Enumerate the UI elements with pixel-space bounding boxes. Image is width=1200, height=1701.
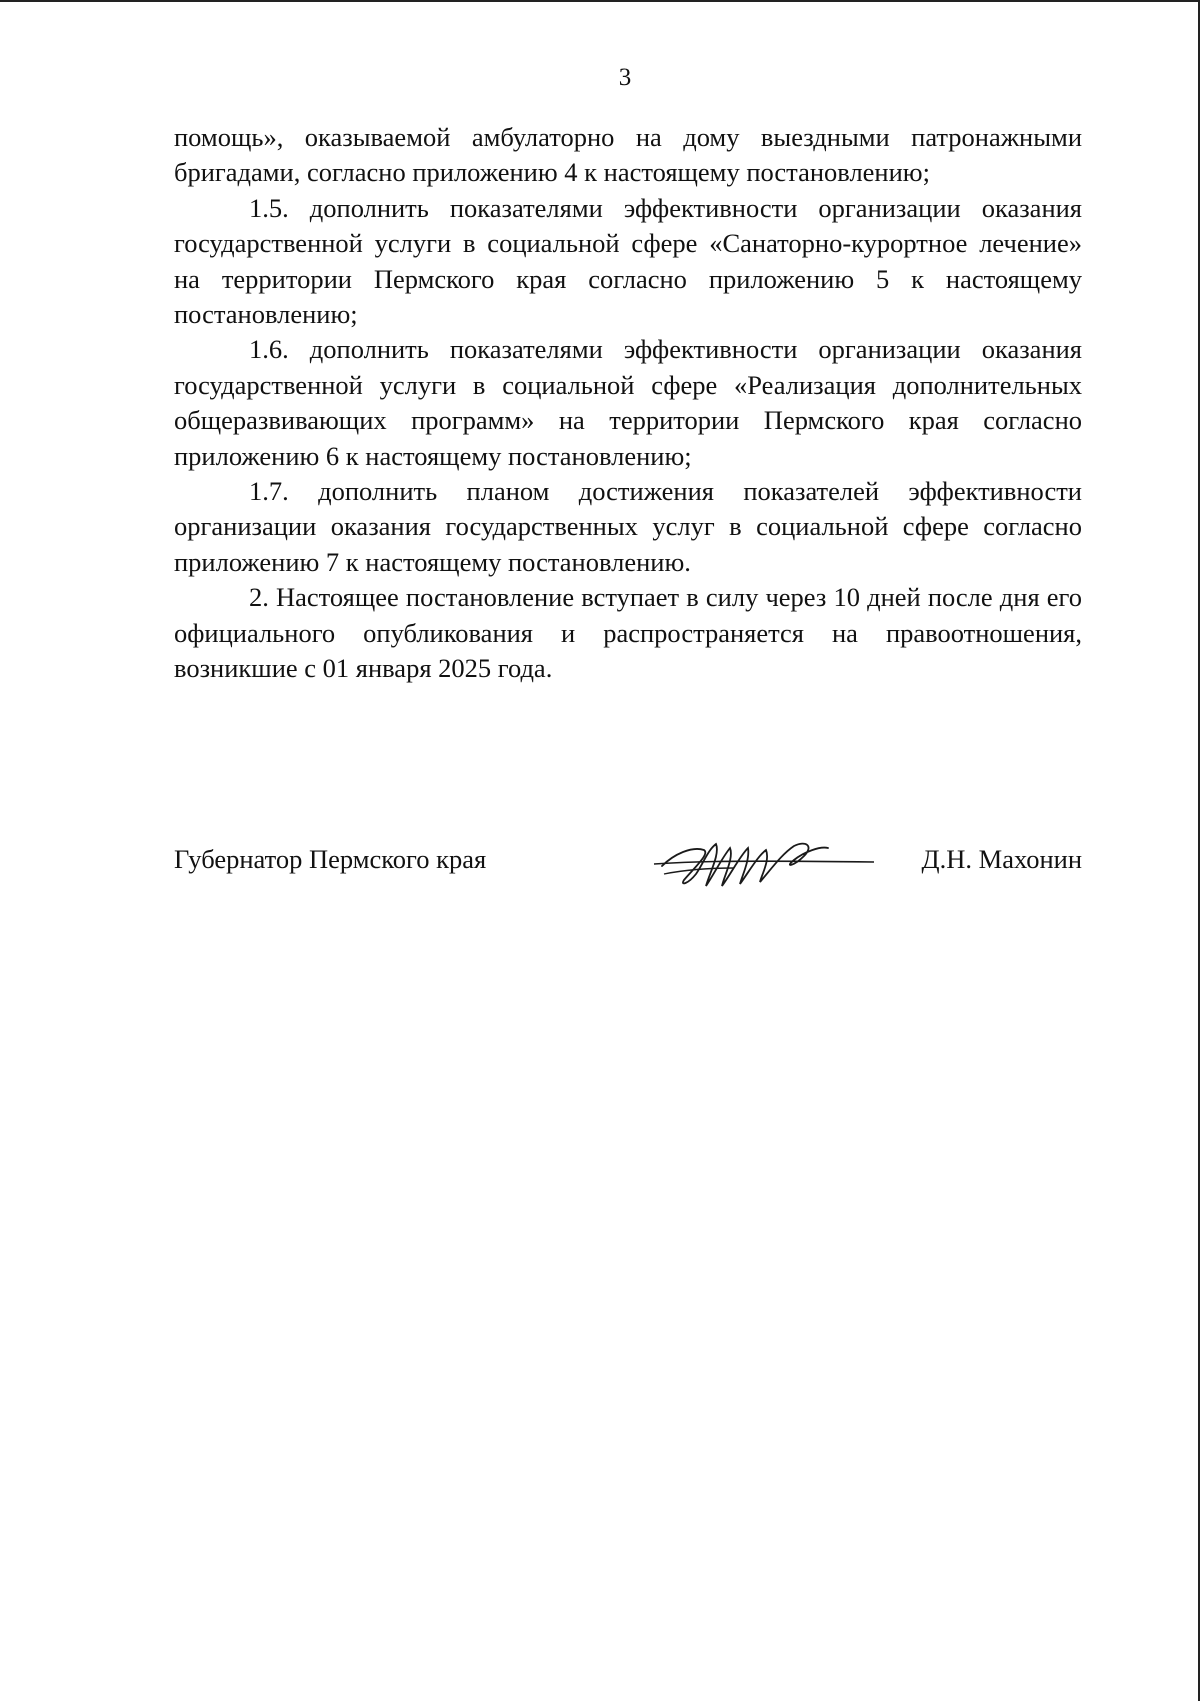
page-number: 3 [618,64,632,91]
signer-title: Губернатор Пермского края [174,844,487,874]
document-body [174,120,1082,687]
scan-border-top [0,0,1200,2]
paragraph-continuation: помощь», оказываемой амбулаторно на дому выездными патронажными бригадами, согласно приложению 4 к настоящему постановлению; [174,122,1082,188]
signature-block [174,838,1082,918]
paragraph-1-5: 1.5. дополнить показателями эффективности организации оказания государственной услуги в социальной сфере «Санаторно-курортное лечение» на территории Пермского края согласно приложению 5 к настоящему постановлению; [174,192,1082,330]
handwritten-signature-icon [644,824,894,904]
paragraph-1-7: 1.7. дополнить планом достижения показателей эффективности организации оказания государственных услуг в социальной сфере согласно приложению 7 к настоящему постановлению. [174,476,1082,577]
signer-name: Д.Н. Махонин [921,844,1082,874]
paragraph-1-6: 1.6. дополнить показателями эффективности организации оказания государственной услуги в социальной сфере «Реализация дополнительных общеразвивающих программ» на территории Пермского края согласно приложению 6 к настоящему постановлению; [174,334,1082,471]
paragraph-2: 2. Настоящее постановление вступает в силу через 10 дней после дня его официального опубликования и распространяется на правоотношения, возникшие с 01 января 2025 года. [174,582,1082,684]
